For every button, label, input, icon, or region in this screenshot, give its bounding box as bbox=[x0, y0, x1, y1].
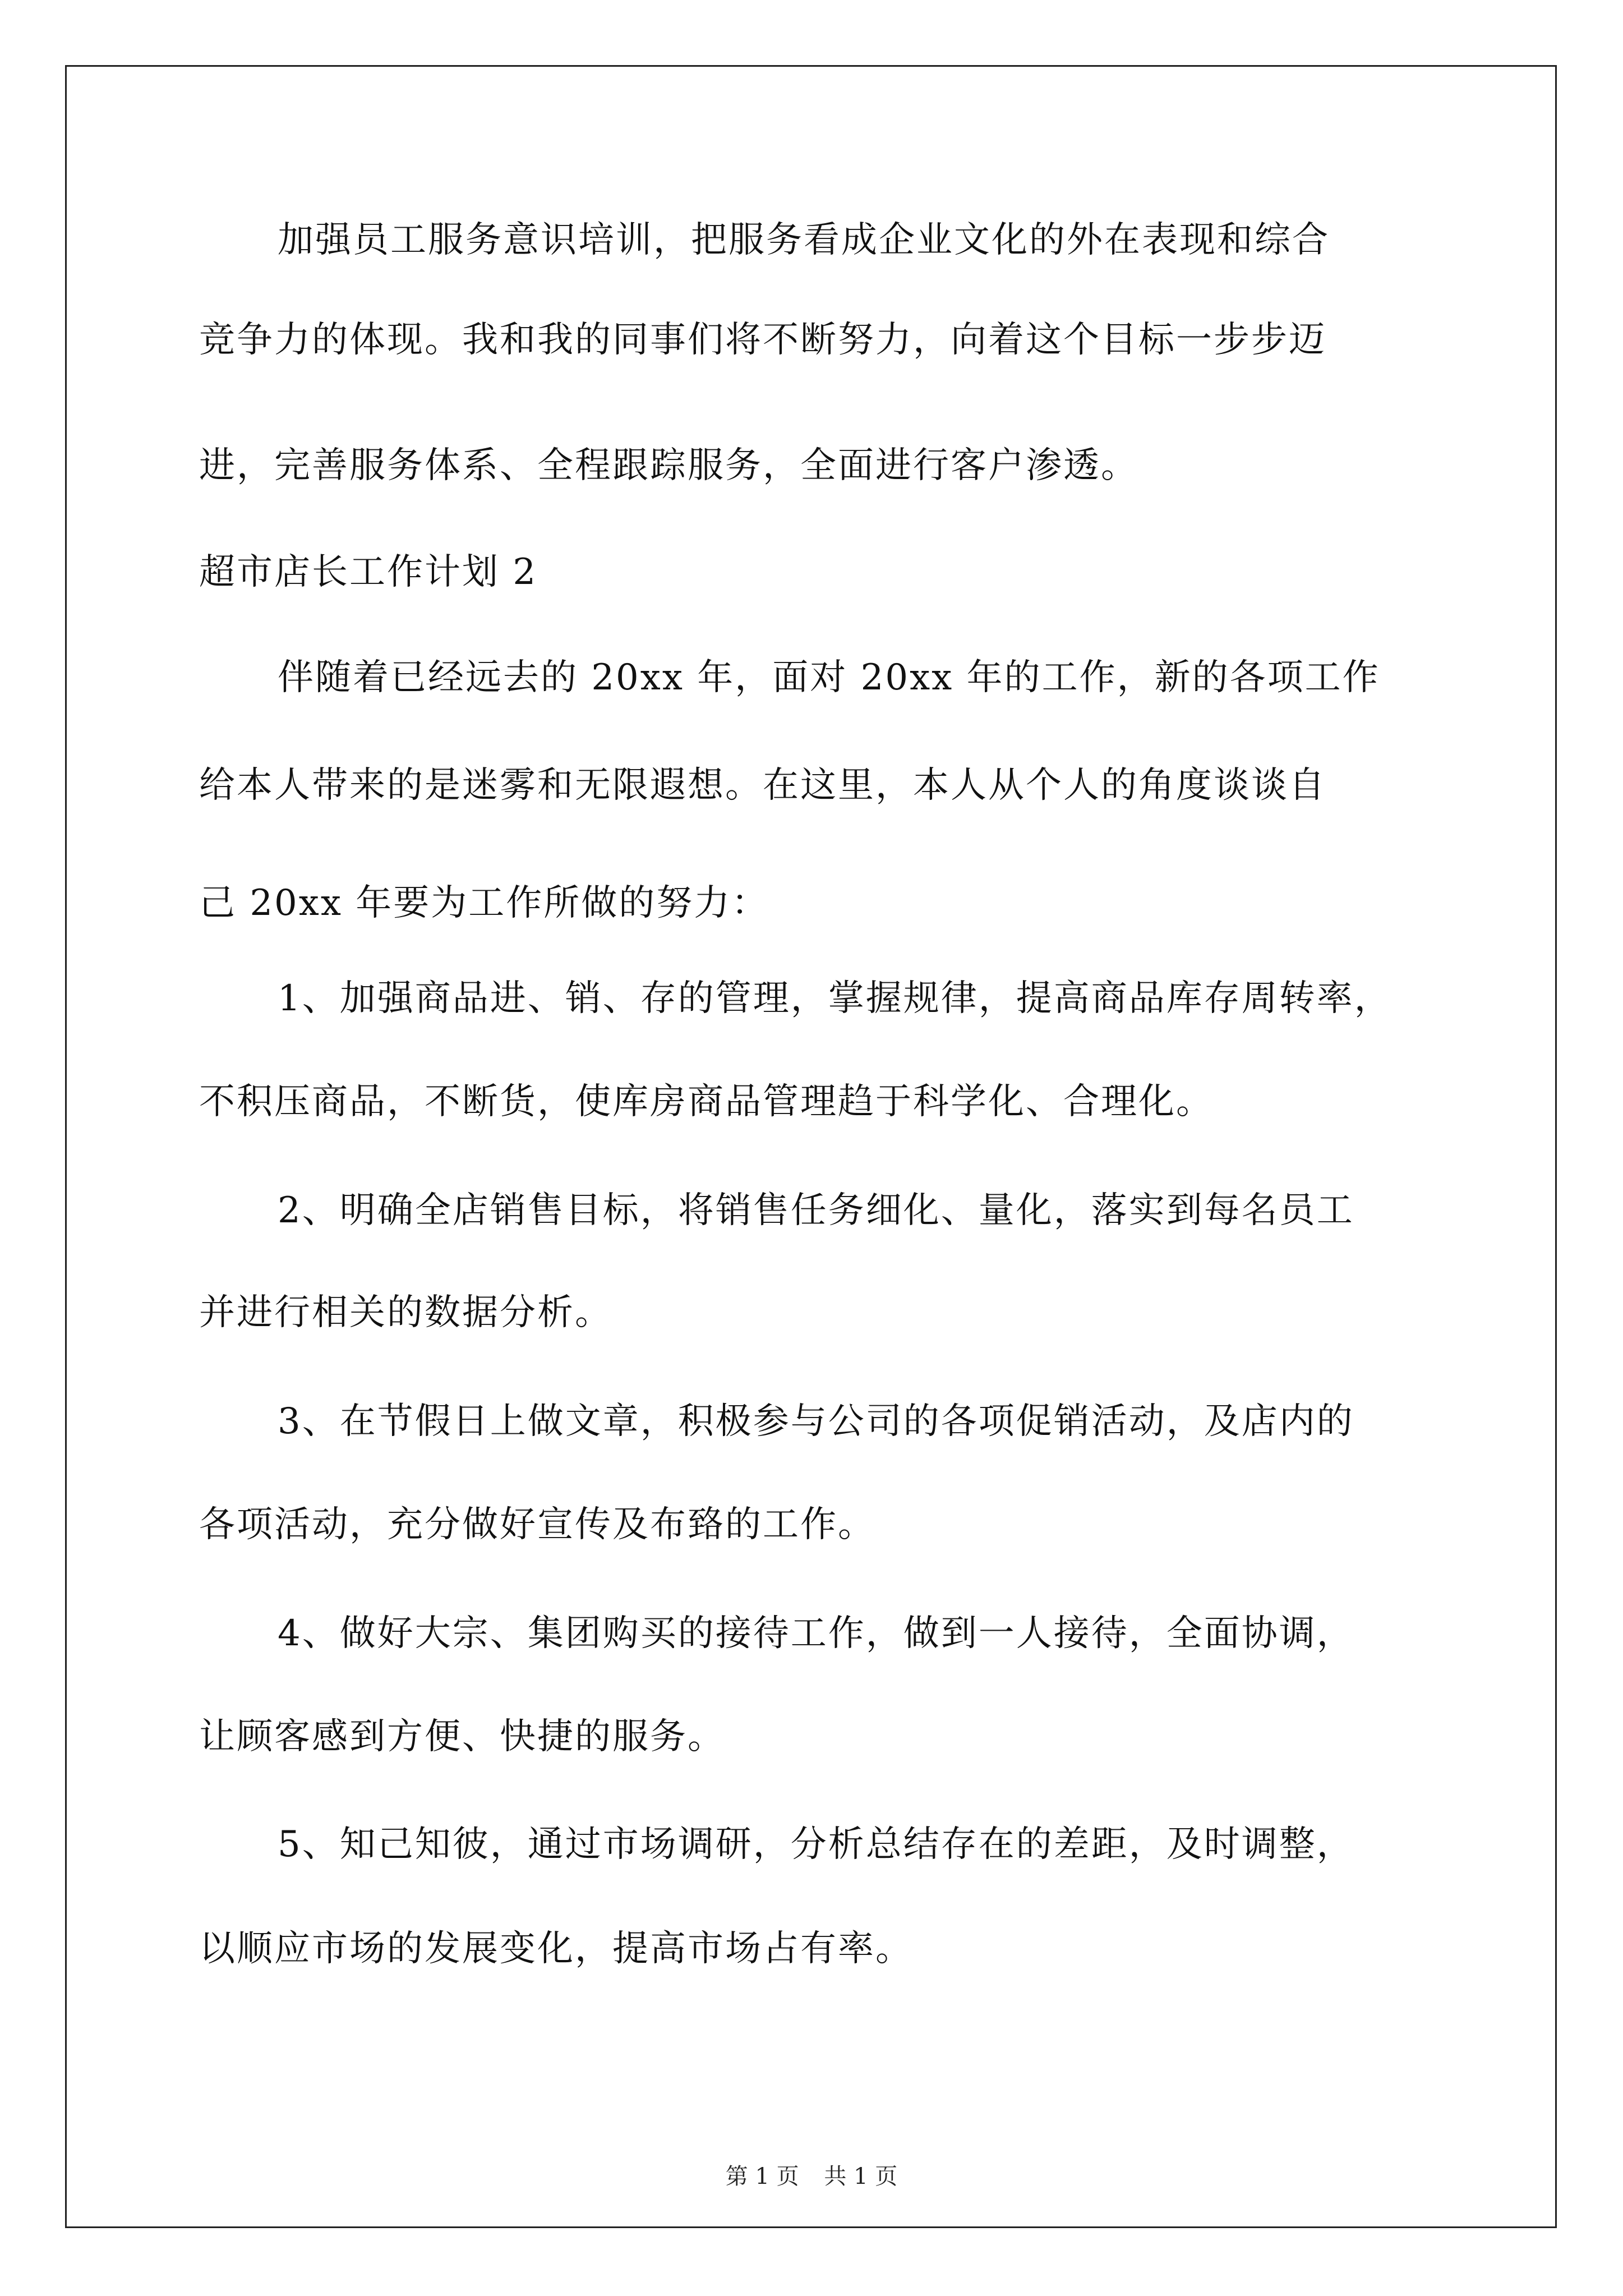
intro-line-1: 加强员工服务意识培训，把服务看成企业文化的外在表现和综合 bbox=[278, 219, 1330, 261]
item-1-line-1: 1、加强商品进、销、存的管理，掌握规律，提高商品库存周转率， bbox=[278, 978, 1392, 1019]
item-5-line-2: 以顺应市场的发展变化，提高市场占有率。 bbox=[199, 1928, 913, 1970]
page-footer bbox=[0, 2162, 1623, 2191]
item-2-line-1: 2、明确全店销售目标，将销售任务细化、量化，落实到每名员工 bbox=[278, 1190, 1354, 1231]
item-1-line-2: 不积压商品，不断货，使库房商品管理趋于科学化、合理化。 bbox=[199, 1081, 1214, 1122]
preface-line-1: 伴随着已经远去的 20xx 年，面对 20xx 年的工作，新的各项工作 bbox=[278, 657, 1380, 698]
item-3-line-2: 各项活动，充分做好宣传及布臵的工作。 bbox=[199, 1504, 875, 1545]
intro-line-3: 进，完善服务体系、全程跟踪服务，全面进行客户渗透。 bbox=[199, 445, 1138, 486]
intro-line-2: 竞争力的体现。我和我的同事们将不断努力，向着这个目标一步步迈 bbox=[199, 319, 1326, 361]
item-5-line-1: 5、知己知彼，通过市场调研，分析总结存在的差距，及时调整， bbox=[278, 1824, 1354, 1865]
page-frame bbox=[65, 65, 1557, 2228]
preface-line-2: 给本人带来的是迷雾和无限遐想。在这里，本人从个人的角度谈谈自 bbox=[199, 765, 1326, 806]
section-title: 超市店长工作计划 2 bbox=[199, 551, 538, 593]
preface-line-3: 己 20xx 年要为工作所做的努力： bbox=[199, 882, 769, 924]
page-number: 第 1 页 bbox=[725, 2164, 799, 2189]
item-4-line-2: 让顾客感到方便、快捷的服务。 bbox=[199, 1716, 725, 1757]
item-4-line-1: 4、做好大宗、集团购买的接待工作，做到一人接待，全面协调， bbox=[278, 1613, 1354, 1654]
item-2-line-2: 并进行相关的数据分析。 bbox=[199, 1292, 612, 1333]
page-total: 共 1 页 bbox=[824, 2164, 898, 2189]
item-3-line-1: 3、在节假日上做文章，积极参与公司的各项促销活动，及店内的 bbox=[278, 1401, 1354, 1442]
